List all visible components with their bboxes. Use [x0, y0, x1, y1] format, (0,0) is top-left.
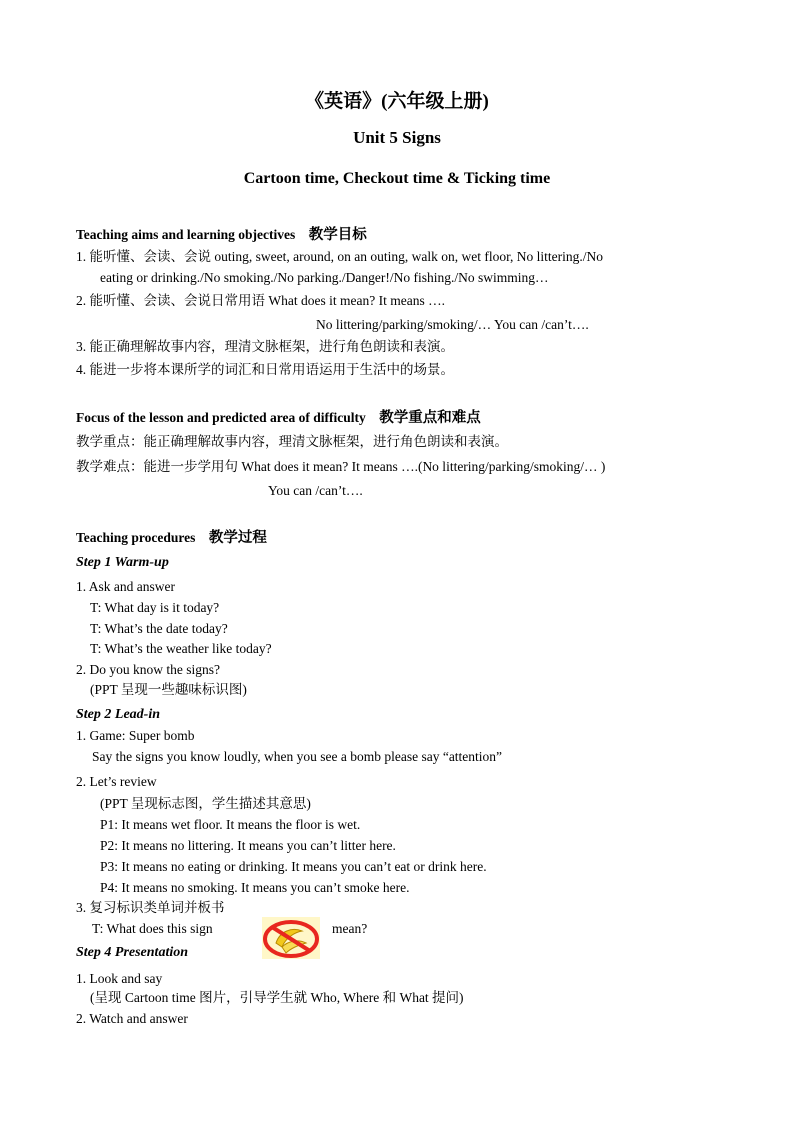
step-4-line: (呈现 Cartoon time 图片，引导学生就 Who, Where 和 What 提问): [90, 990, 464, 1005]
aims-heading-cn: 教学目标: [308, 227, 367, 243]
step-1-title: Step 1 Warm-up: [76, 555, 169, 570]
step-2-line: P1: It means wet floor. It means the floor is wet.: [100, 817, 361, 832]
focus-heading-en: Focus of the lesson and predicted area of difficulty: [76, 410, 366, 425]
step-1-line: 2. Do you know the signs?: [76, 662, 220, 677]
step-2-line: T: What does this sign: [92, 921, 213, 936]
no-eating-sign-icon: [262, 917, 320, 959]
step-2-line: 2. Let’s review: [76, 774, 157, 789]
step-1-line: T: What’s the weather like today?: [90, 641, 272, 656]
aim-item-3: 3. 能正确理解故事内容，理清文脉框架，进行角色朗读和表演。: [76, 339, 454, 354]
step-1-line: T: What’s the date today?: [90, 621, 228, 636]
aim-item-4: 4. 能进一步将本课所学的词汇和日常用语运用于生活中的场景。: [76, 362, 454, 377]
step-2-line: P2: It means no littering. It means you can’t litter here.: [100, 838, 396, 853]
step-4-line: 1. Look and say: [76, 971, 163, 986]
step-2-title: Step 2 Lead-in: [76, 707, 160, 722]
focus-heading: [76, 409, 481, 427]
aim-item-1-cont: eating or drinking./No smoking./No parking./Danger!/No fishing./No swimming…: [100, 270, 549, 285]
difficulty-line-2: You can /can’t….: [268, 483, 363, 498]
step-2-line: mean?: [332, 921, 368, 936]
aim-item-1: 1. 能听懂、会读、会说 outing, sweet, around, on an outing, walk on, wet floor, No littering./No: [76, 249, 604, 264]
procedures-heading: [76, 529, 267, 547]
step-2-line: P4: It means no smoking. It means you can’t smoke here.: [100, 880, 410, 895]
step-1-line: (PPT 呈现一些趣味标识图): [90, 682, 247, 697]
step-2-line: P3: It means no eating or drinking. It means you can’t eat or drink here.: [100, 859, 487, 874]
aims-heading: [76, 226, 367, 244]
step-2-line: 3. 复习标识类单词并板书: [76, 900, 225, 915]
lesson-subtitle: Cartoon time, Checkout time & Ticking time: [243, 170, 551, 187]
step-2-line: (PPT 呈现标志图，学生描述其意思): [100, 796, 311, 811]
step-1-line: 1. Ask and answer: [76, 579, 175, 594]
step-4-line: 2. Watch and answer: [76, 1011, 188, 1026]
difficulty-line-1: 教学难点：能进一步学用句 What does it mean? It means ….(No littering/parking/smoking/… ): [76, 459, 606, 474]
unit-title: Unit 5 Signs: [353, 128, 441, 147]
key-point: 教学重点：能正确理解故事内容，理清文脉框架，进行角色朗读和表演。: [76, 434, 508, 449]
step-1-line: T: What day is it today?: [90, 600, 220, 615]
focus-heading-cn: 教学重点和难点: [379, 410, 481, 426]
step-4-title: Step 4 Presentation: [76, 945, 189, 960]
aim-item-2: 2. 能听懂、会读、会说日常用语 What does it mean? It means ….: [76, 293, 445, 308]
aims-heading-en: Teaching aims and learning objectives: [76, 227, 296, 242]
aim-item-2-cont: No littering/parking/smoking/… You can /can’t….: [316, 317, 589, 332]
procedures-heading-cn: 教学过程: [208, 530, 267, 546]
document-title: 《英语》(六年级上册): [305, 91, 489, 112]
step-2-line: Say the signs you know loudly, when you see a bomb please say “attention”: [92, 749, 503, 764]
step-2-line: 1. Game: Super bomb: [76, 728, 195, 743]
procedures-heading-en: Teaching procedures: [76, 530, 196, 545]
